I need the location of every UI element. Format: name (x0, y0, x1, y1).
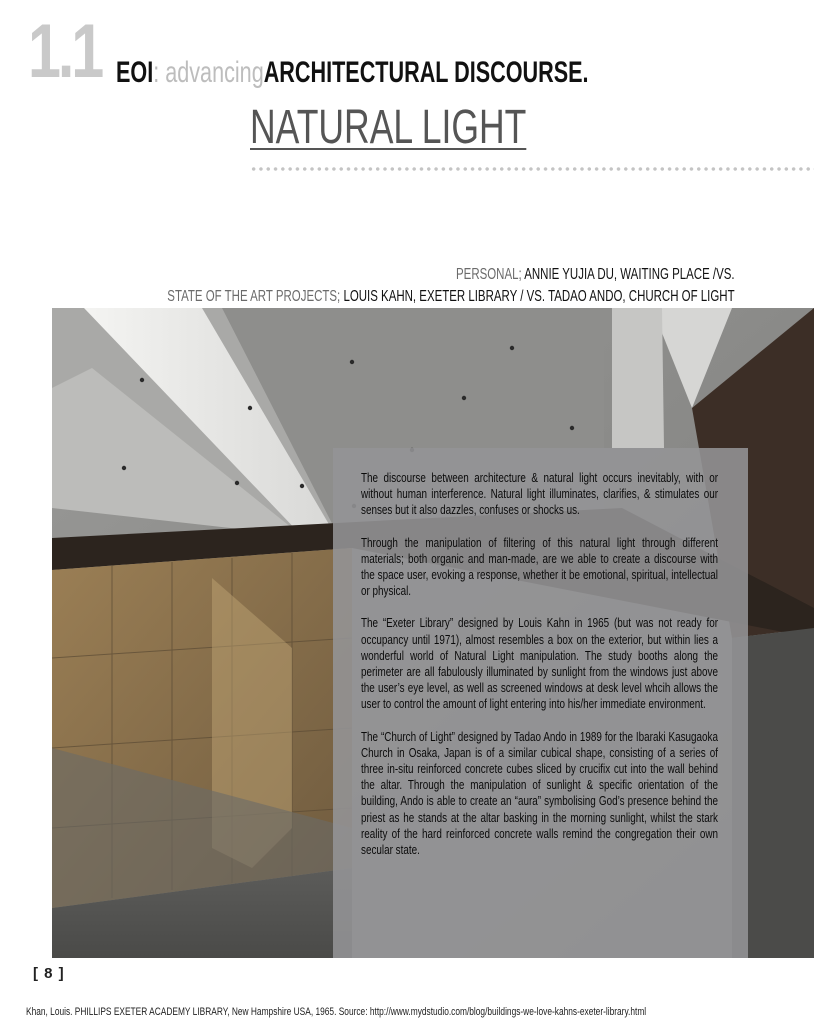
heading-colon: : (153, 56, 160, 89)
body-text-panel (333, 448, 748, 958)
photo-caption: Khan, Louis. PHILLIPS EXETER ACADEMY LIBRARY, New Hampshire USA, 1965. Source: http://www.mydstudio.com/blog/buildings-we-love-kahns-exeter-library.html (26, 1006, 647, 1018)
heading-discourse: ARCHITECTURAL DISCOURSE. (263, 56, 589, 89)
page-subtitle: NATURAL LIGHT (250, 101, 527, 154)
body-paragraph-1: The discourse between architecture & natural light occurs inevitably, with or without human interference. Natural light illuminates, clarifies, & stimulates our senses but it also dazzles, confuses or shocks us. (361, 470, 718, 518)
personal-label: PERSONAL; (456, 266, 523, 283)
projects-value: LOUIS KAHN, EXETER LIBRARY / VS. TADAO ANDO, CHURCH OF LIGHT (343, 288, 735, 305)
personal-reference (168, 264, 735, 286)
page-number: [ 8 ] (33, 965, 65, 982)
dotted-divider (250, 166, 814, 172)
section-number: 1.1 (28, 9, 102, 94)
body-paragraph-3: The “Exeter Library” designed by Louis Kahn in 1965 (but was not ready for occupancy until 1971), almost resembles a box on the exterior, but within lies a wonderful world of Natural Light manipulation. The study booths along the perimeter are all fabulously illuminated by sunlight from the windows just above the user’s eye level, as well as screened windows at desk level whcih allows the user to control the amount of light entering into his/her immediate environment. (361, 615, 718, 712)
heading-advancing: advancing (165, 56, 264, 89)
heading-eoi: EOI (116, 56, 154, 89)
personal-value: ANNIE YUJIA DU, WAITING PLACE /VS. (524, 266, 735, 283)
heading-line (116, 58, 589, 88)
projects-label: STATE OF THE ART PROJECTS; (167, 288, 341, 305)
library-interior-photo (52, 308, 814, 958)
body-paragraph-2: Through the manipulation of filtering of this natural light through different materials; both organic and man-made, are we able to create a discourse with the space user, evoking a response, whether it be emotional, spiritual, intellectual or physical. (361, 534, 718, 599)
projects-reference (168, 286, 735, 308)
body-paragraph-4: The “Church of Light” designed by Tadao Ando in 1989 for the Ibaraki Kasugaoka Church in Osaka, Japan is of a similar cubical shape, consisting of a series of three in-situ reinforced concrete cubes sliced by crucifix cut into the wall behind the altar. Through the manipulation of sunlight & specific orientation of the building, Ando is able to create an “aura” symbolising God’s presence behind the priest as he stands at the altar basking in the morning sunlight, whilst the stark reality of the hard reinforced concrete walls remind the congregation their own secular state. (361, 728, 718, 858)
references-block (0, 264, 735, 308)
